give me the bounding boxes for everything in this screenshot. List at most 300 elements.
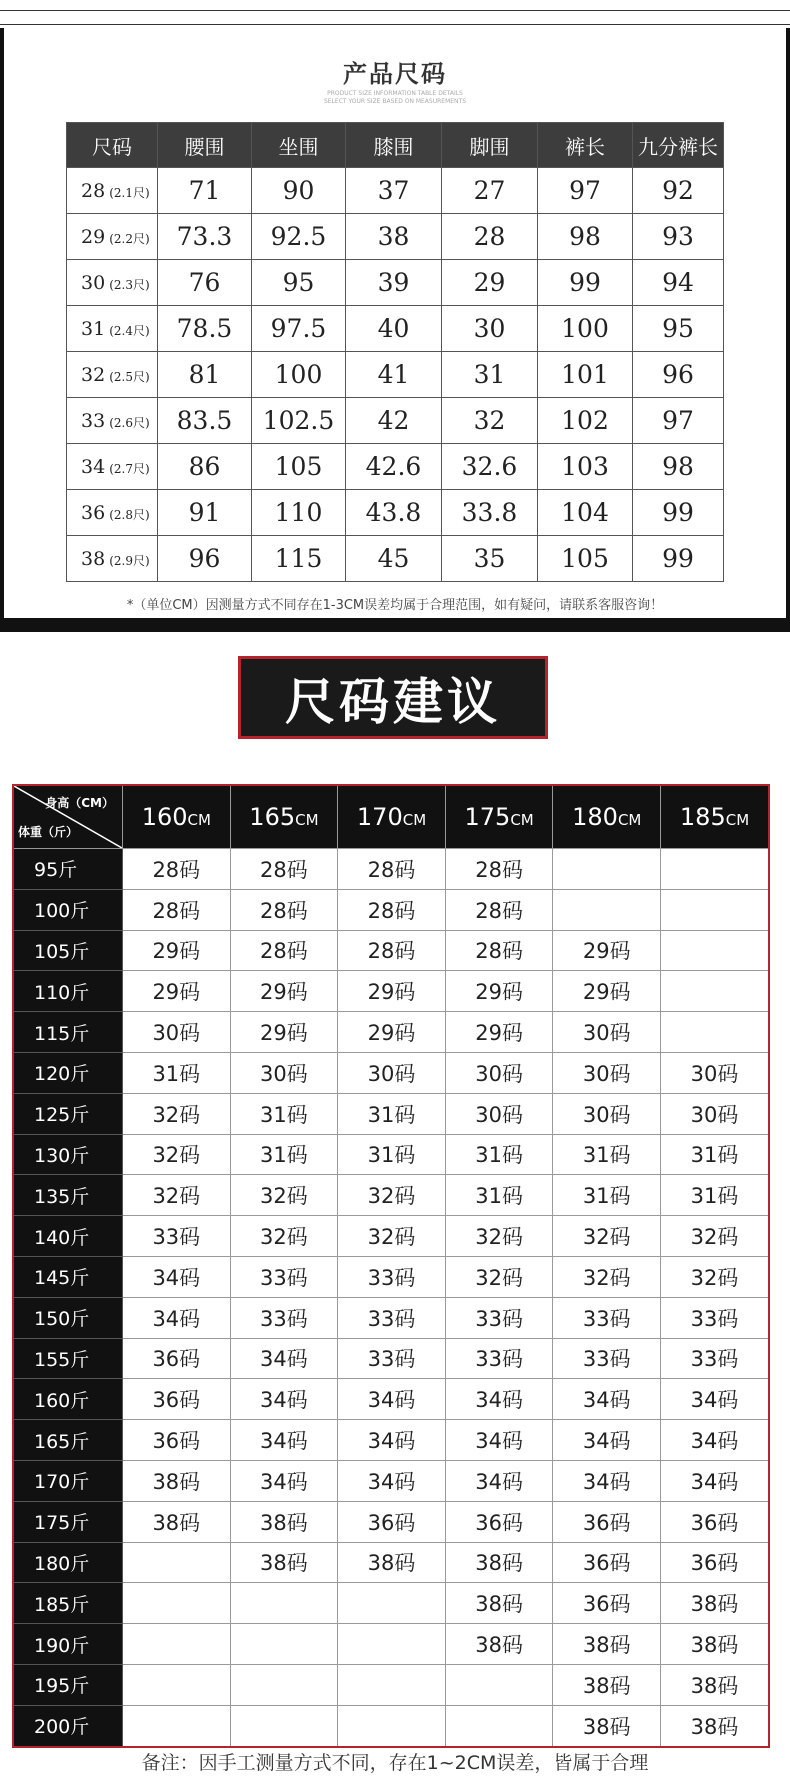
recommended-size-cell: 33码 bbox=[230, 1297, 338, 1338]
size-cell bbox=[67, 536, 158, 582]
table-row bbox=[13, 1379, 769, 1420]
size-advice-table bbox=[12, 784, 770, 1748]
measurement-cell: 99 bbox=[633, 536, 724, 582]
measurement-cell: 42 bbox=[346, 398, 442, 444]
product-size-section bbox=[0, 28, 790, 628]
measurement-cell: 101 bbox=[538, 352, 633, 398]
recommended-size-cell: 33码 bbox=[661, 1338, 769, 1379]
recommended-size-cell: 36码 bbox=[553, 1542, 661, 1583]
recommended-size-cell: 32码 bbox=[445, 1256, 553, 1297]
size-cell bbox=[67, 444, 158, 490]
recommended-size-cell: 28码 bbox=[123, 889, 231, 930]
measurement-cell: 76 bbox=[158, 260, 252, 306]
measurement-cell: 98 bbox=[633, 444, 724, 490]
measurement-cell: 41 bbox=[346, 352, 442, 398]
measurement-cell: 40 bbox=[346, 306, 442, 352]
column-header: 九分裤长 bbox=[633, 123, 724, 168]
recommended-size-cell bbox=[230, 1664, 338, 1705]
recommended-size-cell: 30码 bbox=[553, 1052, 661, 1093]
recommended-size-cell: 34码 bbox=[553, 1420, 661, 1461]
measurement-cell: 92.5 bbox=[252, 214, 346, 260]
table-row bbox=[13, 1624, 769, 1665]
size-number: 30 bbox=[81, 271, 106, 294]
table-row bbox=[67, 168, 724, 214]
recommended-size-cell: 29码 bbox=[445, 1012, 553, 1053]
table-row bbox=[67, 260, 724, 306]
table-row bbox=[13, 849, 769, 890]
weight-cell: 125斤 bbox=[13, 1093, 123, 1134]
recommended-size-cell: 28码 bbox=[338, 889, 446, 930]
size-number: 31 bbox=[81, 317, 106, 340]
measurement-cell: 115 bbox=[252, 536, 346, 582]
height-value: 165 bbox=[249, 803, 296, 831]
weight-cell: 115斤 bbox=[13, 1012, 123, 1053]
measurement-cell: 90 bbox=[252, 168, 346, 214]
recommended-size-cell: 31码 bbox=[230, 1134, 338, 1175]
size-chi: (2.2尺) bbox=[109, 231, 150, 246]
height-unit: CM bbox=[510, 811, 534, 829]
measurement-cell: 102 bbox=[538, 398, 633, 444]
height-value: 175 bbox=[464, 803, 511, 831]
weight-cell: 195斤 bbox=[13, 1664, 123, 1705]
measurement-cell: 39 bbox=[346, 260, 442, 306]
recommended-size-cell: 34码 bbox=[230, 1460, 338, 1501]
measurement-cell: 86 bbox=[158, 444, 252, 490]
measurement-cell: 37 bbox=[346, 168, 442, 214]
recommended-size-cell: 31码 bbox=[553, 1175, 661, 1216]
measurement-cell: 95 bbox=[252, 260, 346, 306]
height-unit: CM bbox=[187, 811, 211, 829]
size-number: 32 bbox=[81, 363, 106, 386]
recommended-size-cell: 38码 bbox=[661, 1624, 769, 1665]
recommended-size-cell: 33码 bbox=[338, 1338, 446, 1379]
recommended-size-cell bbox=[338, 1664, 446, 1705]
height-header bbox=[230, 785, 338, 849]
advice-note: 备注：因手工测量方式不同，存在1~2CM误差，皆属于合理 bbox=[141, 1752, 649, 1774]
size-cell bbox=[67, 168, 158, 214]
table-row bbox=[13, 1420, 769, 1461]
measurement-cell: 83.5 bbox=[158, 398, 252, 444]
recommended-size-cell: 28码 bbox=[230, 930, 338, 971]
table-row bbox=[13, 1664, 769, 1705]
recommended-size-cell: 34码 bbox=[445, 1420, 553, 1461]
table-header-row bbox=[13, 785, 769, 849]
recommended-size-cell: 38码 bbox=[338, 1542, 446, 1583]
height-header bbox=[123, 785, 231, 849]
measurement-cell: 42.6 bbox=[346, 444, 442, 490]
weight-label: 体重（斤） bbox=[18, 825, 79, 839]
table-row bbox=[13, 1175, 769, 1216]
recommended-size-cell: 36码 bbox=[553, 1501, 661, 1542]
recommended-size-cell bbox=[661, 930, 769, 971]
height-value: 170 bbox=[356, 803, 403, 831]
recommended-size-cell: 34码 bbox=[553, 1379, 661, 1420]
recommended-size-cell: 32码 bbox=[661, 1256, 769, 1297]
size-chi: (2.3尺) bbox=[109, 277, 150, 292]
table-row bbox=[67, 444, 724, 490]
column-header: 腰围 bbox=[158, 123, 252, 168]
recommended-size-cell: 33码 bbox=[553, 1338, 661, 1379]
table-row bbox=[13, 930, 769, 971]
recommended-size-cell: 32码 bbox=[123, 1093, 231, 1134]
recommended-size-cell: 28码 bbox=[338, 930, 446, 971]
recommended-size-cell bbox=[661, 971, 769, 1012]
table-header-row bbox=[67, 123, 724, 168]
measurement-cell: 29 bbox=[442, 260, 538, 306]
weight-cell: 185斤 bbox=[13, 1583, 123, 1624]
subtitle-line: SELECT YOUR SIZE BASED ON MEASUREMENTS bbox=[323, 98, 467, 105]
size-number: 33 bbox=[81, 409, 106, 432]
measurement-cell: 81 bbox=[158, 352, 252, 398]
recommended-size-cell: 36码 bbox=[661, 1542, 769, 1583]
recommended-size-cell: 30码 bbox=[230, 1052, 338, 1093]
recommended-size-cell: 28码 bbox=[338, 849, 446, 890]
recommended-size-cell: 32码 bbox=[338, 1175, 446, 1216]
measurement-cell: 100 bbox=[538, 306, 633, 352]
weight-cell: 140斤 bbox=[13, 1216, 123, 1257]
recommended-size-cell: 38码 bbox=[445, 1542, 553, 1583]
recommended-size-cell: 34码 bbox=[230, 1338, 338, 1379]
recommended-size-cell: 30码 bbox=[445, 1052, 553, 1093]
size-chi: (2.1尺) bbox=[109, 185, 150, 200]
recommended-size-cell: 34码 bbox=[338, 1420, 446, 1461]
size-chi: (2.5尺) bbox=[109, 369, 150, 384]
height-header bbox=[661, 785, 769, 849]
measurement-cell: 78.5 bbox=[158, 306, 252, 352]
recommended-size-cell bbox=[230, 1624, 338, 1665]
size-chi: (2.9尺) bbox=[109, 553, 150, 568]
recommended-size-cell: 29码 bbox=[338, 1012, 446, 1053]
recommended-size-cell: 38码 bbox=[123, 1460, 231, 1501]
table-row bbox=[13, 1256, 769, 1297]
size-chi: (2.7尺) bbox=[109, 461, 150, 476]
recommended-size-cell: 31码 bbox=[661, 1134, 769, 1175]
recommended-size-cell bbox=[123, 1624, 231, 1665]
recommended-size-cell: 32码 bbox=[123, 1134, 231, 1175]
recommended-size-cell: 33码 bbox=[445, 1338, 553, 1379]
measurement-cell: 103 bbox=[538, 444, 633, 490]
column-header: 脚围 bbox=[442, 123, 538, 168]
table-row bbox=[67, 214, 724, 260]
recommended-size-cell: 33码 bbox=[230, 1256, 338, 1297]
weight-cell: 150斤 bbox=[13, 1297, 123, 1338]
recommended-size-cell: 30码 bbox=[445, 1093, 553, 1134]
recommended-size-cell: 30码 bbox=[661, 1093, 769, 1134]
recommended-size-cell: 33码 bbox=[553, 1297, 661, 1338]
table-row bbox=[13, 1297, 769, 1338]
table-row bbox=[13, 1460, 769, 1501]
table-row bbox=[13, 1052, 769, 1093]
section-subtitle bbox=[0, 90, 790, 106]
recommended-size-cell: 31码 bbox=[445, 1175, 553, 1216]
measurement-cell: 110 bbox=[252, 490, 346, 536]
size-chi: (2.4尺) bbox=[109, 323, 150, 338]
recommended-size-cell: 38码 bbox=[553, 1664, 661, 1705]
recommended-size-cell: 30码 bbox=[338, 1052, 446, 1093]
height-unit: CM bbox=[725, 811, 750, 829]
recommended-size-cell bbox=[338, 1583, 446, 1624]
column-header: 裤长 bbox=[538, 123, 633, 168]
recommended-size-cell bbox=[230, 1583, 338, 1624]
measurement-cell: 99 bbox=[538, 260, 633, 306]
height-header bbox=[445, 785, 553, 849]
recommended-size-cell: 31码 bbox=[230, 1093, 338, 1134]
height-value: 180 bbox=[572, 803, 618, 831]
recommended-size-cell: 32码 bbox=[553, 1216, 661, 1257]
size-cell bbox=[67, 306, 158, 352]
recommended-size-cell: 29码 bbox=[553, 971, 661, 1012]
weight-cell: 170斤 bbox=[13, 1460, 123, 1501]
measurement-cell: 32.6 bbox=[442, 444, 538, 490]
product-size-table-body bbox=[67, 168, 724, 582]
recommended-size-cell: 33码 bbox=[338, 1256, 446, 1297]
weight-cell: 200斤 bbox=[13, 1705, 123, 1746]
measurement-cell: 102.5 bbox=[252, 398, 346, 444]
table-row bbox=[67, 352, 724, 398]
subtitle-line: PRODUCT SIZE INFORMATION TABLE DETAILS bbox=[327, 90, 463, 97]
size-number: 29 bbox=[81, 225, 106, 248]
measurement-cell: 71 bbox=[158, 168, 252, 214]
recommended-size-cell: 32码 bbox=[338, 1216, 446, 1257]
table-row bbox=[13, 1542, 769, 1583]
recommended-size-cell: 38码 bbox=[553, 1624, 661, 1665]
recommended-size-cell: 28码 bbox=[445, 889, 553, 930]
recommended-size-cell: 34码 bbox=[338, 1460, 446, 1501]
banner-title: 尺码建议 bbox=[285, 672, 501, 731]
section-title: 产品尺码 bbox=[343, 60, 447, 88]
measurement-cell: 100 bbox=[252, 352, 346, 398]
recommended-size-cell: 28码 bbox=[230, 849, 338, 890]
size-number: 28 bbox=[81, 179, 106, 202]
product-size-table bbox=[66, 122, 724, 582]
weight-cell: 120斤 bbox=[13, 1052, 123, 1093]
recommended-size-cell: 34码 bbox=[123, 1256, 231, 1297]
recommended-size-cell: 38码 bbox=[661, 1705, 769, 1746]
recommended-size-cell bbox=[338, 1624, 446, 1665]
size-chi: (2.6尺) bbox=[109, 415, 150, 430]
recommended-size-cell: 34码 bbox=[661, 1379, 769, 1420]
table-row bbox=[13, 1338, 769, 1379]
weight-cell: 100斤 bbox=[13, 889, 123, 930]
recommended-size-cell: 38码 bbox=[230, 1542, 338, 1583]
recommended-size-cell: 31码 bbox=[338, 1093, 446, 1134]
recommended-size-cell: 34码 bbox=[553, 1460, 661, 1501]
section-bottom-bar bbox=[0, 618, 790, 632]
weight-cell: 135斤 bbox=[13, 1175, 123, 1216]
height-value: 160 bbox=[141, 803, 188, 831]
recommended-size-cell: 36码 bbox=[338, 1501, 446, 1542]
size-number: 38 bbox=[81, 547, 106, 570]
height-header bbox=[553, 785, 661, 849]
recommended-size-cell bbox=[445, 1664, 553, 1705]
size-chi: (2.8尺) bbox=[109, 507, 150, 522]
recommended-size-cell: 28码 bbox=[230, 889, 338, 930]
table-row bbox=[13, 1216, 769, 1257]
height-value: 185 bbox=[679, 803, 726, 831]
measurement-cell: 30 bbox=[442, 306, 538, 352]
table-row bbox=[13, 1705, 769, 1746]
measurement-cell: 94 bbox=[633, 260, 724, 306]
recommended-size-cell: 33码 bbox=[661, 1297, 769, 1338]
recommended-size-cell: 38码 bbox=[661, 1664, 769, 1705]
table-row bbox=[67, 306, 724, 352]
height-unit: CM bbox=[617, 811, 642, 829]
recommended-size-cell bbox=[661, 849, 769, 890]
recommended-size-cell: 36码 bbox=[445, 1501, 553, 1542]
recommended-size-cell: 32码 bbox=[553, 1256, 661, 1297]
weight-cell: 95斤 bbox=[13, 849, 123, 890]
measurement-cell: 35 bbox=[442, 536, 538, 582]
recommended-size-cell: 31码 bbox=[661, 1175, 769, 1216]
recommended-size-cell: 30码 bbox=[661, 1052, 769, 1093]
size-cell bbox=[67, 214, 158, 260]
measurement-cell: 38 bbox=[346, 214, 442, 260]
recommended-size-cell bbox=[445, 1705, 553, 1746]
recommended-size-cell: 34码 bbox=[230, 1379, 338, 1420]
recommended-size-cell: 36码 bbox=[123, 1338, 231, 1379]
recommended-size-cell: 31码 bbox=[338, 1134, 446, 1175]
measurement-cell: 28 bbox=[442, 214, 538, 260]
table-row bbox=[13, 971, 769, 1012]
recommended-size-cell: 30码 bbox=[553, 1012, 661, 1053]
recommended-size-cell: 33码 bbox=[123, 1216, 231, 1257]
measurement-cell: 97 bbox=[633, 398, 724, 444]
measurement-cell: 96 bbox=[633, 352, 724, 398]
recommended-size-cell bbox=[661, 889, 769, 930]
column-header: 尺码 bbox=[67, 123, 158, 168]
measurement-cell: 73.3 bbox=[158, 214, 252, 260]
recommended-size-cell: 38码 bbox=[123, 1501, 231, 1542]
measurement-cell: 105 bbox=[252, 444, 346, 490]
size-number: 36 bbox=[81, 501, 106, 524]
recommended-size-cell bbox=[553, 849, 661, 890]
measurement-cell: 93 bbox=[633, 214, 724, 260]
table-row bbox=[13, 889, 769, 930]
height-header bbox=[338, 785, 446, 849]
measurement-cell: 104 bbox=[538, 490, 633, 536]
corner-header-cell bbox=[13, 785, 123, 849]
column-header: 坐围 bbox=[252, 123, 346, 168]
recommended-size-cell bbox=[230, 1705, 338, 1746]
weight-cell: 165斤 bbox=[13, 1420, 123, 1461]
weight-cell: 160斤 bbox=[13, 1379, 123, 1420]
measurement-cell: 98 bbox=[538, 214, 633, 260]
size-cell bbox=[67, 398, 158, 444]
recommended-size-cell: 30码 bbox=[123, 1012, 231, 1053]
recommended-size-cell: 29码 bbox=[338, 971, 446, 1012]
recommended-size-cell: 32码 bbox=[445, 1216, 553, 1257]
measurement-cell: 99 bbox=[633, 490, 724, 536]
measurement-cell: 31 bbox=[442, 352, 538, 398]
recommended-size-cell: 38码 bbox=[230, 1501, 338, 1542]
recommended-size-cell: 28码 bbox=[445, 849, 553, 890]
recommended-size-cell: 29码 bbox=[230, 971, 338, 1012]
weight-cell: 190斤 bbox=[13, 1624, 123, 1665]
recommended-size-cell: 29码 bbox=[230, 1012, 338, 1053]
recommended-size-cell: 29码 bbox=[553, 930, 661, 971]
recommended-size-cell bbox=[123, 1664, 231, 1705]
recommended-size-cell: 29码 bbox=[123, 971, 231, 1012]
recommended-size-cell: 29码 bbox=[445, 971, 553, 1012]
recommended-size-cell bbox=[338, 1705, 446, 1746]
table-row bbox=[13, 1012, 769, 1053]
size-advice-table-body bbox=[13, 849, 769, 1747]
table-row bbox=[67, 536, 724, 582]
recommended-size-cell: 34码 bbox=[445, 1460, 553, 1501]
measurement-cell: 45 bbox=[346, 536, 442, 582]
measurement-cell: 96 bbox=[158, 536, 252, 582]
recommended-size-cell: 32码 bbox=[230, 1216, 338, 1257]
measurement-cell: 33.8 bbox=[442, 490, 538, 536]
recommended-size-cell: 34码 bbox=[123, 1297, 231, 1338]
weight-cell: 105斤 bbox=[13, 930, 123, 971]
recommended-size-cell: 34码 bbox=[230, 1420, 338, 1461]
recommended-size-cell: 33码 bbox=[445, 1297, 553, 1338]
recommended-size-cell: 34码 bbox=[338, 1379, 446, 1420]
measurement-cell: 95 bbox=[633, 306, 724, 352]
measurement-cell: 92 bbox=[633, 168, 724, 214]
size-cell bbox=[67, 352, 158, 398]
measurement-cell: 105 bbox=[538, 536, 633, 582]
table-row bbox=[13, 1134, 769, 1175]
measurement-cell: 43.8 bbox=[346, 490, 442, 536]
height-label: 身高（CM） bbox=[45, 796, 114, 810]
recommended-size-cell: 30码 bbox=[553, 1093, 661, 1134]
recommended-size-cell: 32码 bbox=[661, 1216, 769, 1257]
recommended-size-cell: 29码 bbox=[123, 930, 231, 971]
recommended-size-cell bbox=[123, 1583, 231, 1624]
measurement-cell: 97.5 bbox=[252, 306, 346, 352]
recommended-size-cell: 32码 bbox=[230, 1175, 338, 1216]
recommended-size-cell bbox=[123, 1705, 231, 1746]
recommended-size-cell: 36码 bbox=[553, 1583, 661, 1624]
recommended-size-cell: 33码 bbox=[338, 1297, 446, 1338]
recommended-size-cell: 31码 bbox=[553, 1134, 661, 1175]
size-number: 34 bbox=[81, 455, 106, 478]
recommended-size-cell: 36码 bbox=[123, 1420, 231, 1461]
table-row bbox=[13, 1583, 769, 1624]
measurement-cell: 32 bbox=[442, 398, 538, 444]
height-unit: CM bbox=[402, 811, 427, 829]
table-row bbox=[67, 490, 724, 536]
size-advice-banner bbox=[238, 656, 548, 739]
recommended-size-cell: 34码 bbox=[661, 1460, 769, 1501]
weight-cell: 130斤 bbox=[13, 1134, 123, 1175]
weight-cell: 145斤 bbox=[13, 1256, 123, 1297]
size-cell bbox=[67, 490, 158, 536]
weight-cell: 175斤 bbox=[13, 1501, 123, 1542]
measurement-cell: 97 bbox=[538, 168, 633, 214]
recommended-size-cell bbox=[123, 1542, 231, 1583]
recommended-size-cell: 34码 bbox=[445, 1379, 553, 1420]
top-divider-line bbox=[0, 10, 790, 11]
recommended-size-cell bbox=[661, 1012, 769, 1053]
recommended-size-cell bbox=[553, 889, 661, 930]
recommended-size-cell: 36码 bbox=[661, 1501, 769, 1542]
recommended-size-cell: 38码 bbox=[553, 1705, 661, 1746]
table-row bbox=[67, 398, 724, 444]
recommended-size-cell: 28码 bbox=[445, 930, 553, 971]
recommended-size-cell: 31码 bbox=[123, 1052, 231, 1093]
measurement-cell: 27 bbox=[442, 168, 538, 214]
measurement-note: *（单位CM）因测量方式不同存在1-3CM误差均属于合理范围，如有疑问，请联系客服咨询！ bbox=[126, 598, 664, 613]
top-divider-line bbox=[0, 24, 790, 25]
height-unit: CM bbox=[295, 811, 319, 829]
weight-cell: 110斤 bbox=[13, 971, 123, 1012]
recommended-size-cell: 31码 bbox=[445, 1134, 553, 1175]
recommended-size-cell: 32码 bbox=[123, 1175, 231, 1216]
weight-cell: 180斤 bbox=[13, 1542, 123, 1583]
